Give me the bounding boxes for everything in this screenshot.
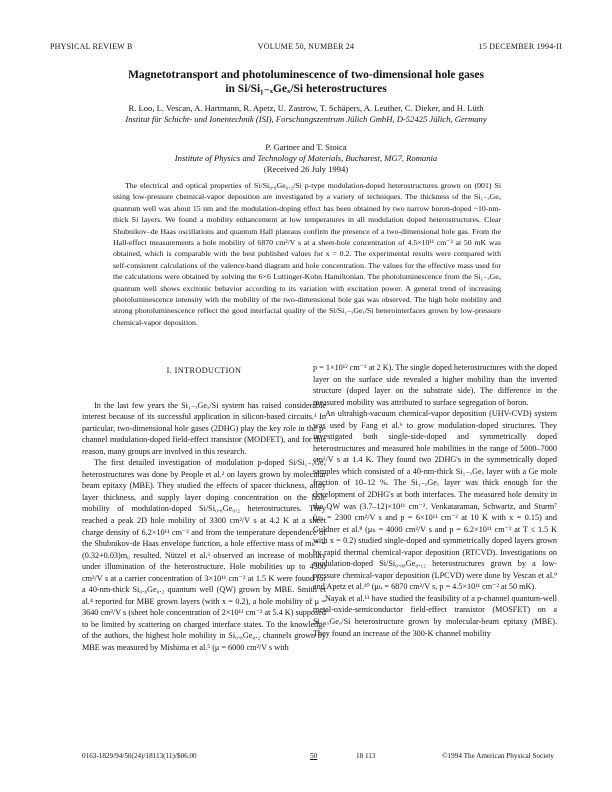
intro-paragraph-1: In the last few years the Si₁₋ₓGeₓ/Si system has raised considerable interest because of its successful application in silicon-based circuits.¹ In particular, two-dimensional hole gases (2DHG) play the key role in the p-channel modulation-doped field-effect transistor (MODFET), and for this reason, many groups are involved in this research. bbox=[82, 400, 326, 456]
journal-name: PHYSICAL REVIEW B bbox=[50, 42, 133, 51]
footer-volume: 50 bbox=[310, 752, 318, 760]
title-line-2: in Si/Si₁₋ₓGeₓ/Si heterostructures bbox=[225, 83, 387, 95]
affiliation-1: Institut für Schicht- und Ionentechnik (ISI), Forschungszentrum Jülich GmbH, D-52425 Jülich, Germany bbox=[125, 114, 487, 124]
issue-date: 15 DECEMBER 1994-II bbox=[478, 42, 562, 51]
right-column bbox=[313, 362, 557, 639]
page-number: 18 113 bbox=[356, 752, 376, 760]
volume-number: VOLUME 50, NUMBER 24 bbox=[257, 42, 355, 51]
intro-paragraph-2: The first detailed investigation of modulation p-doped Si/Si₁₋ₓGeₓ heterostructures was done by People et al.² on layers grown by molecular beam epitaxy (MBE). They studied the effects of spacer thickness, alloy layer thickness, and supply layer doping concentration on the hole mobility of modulation-doped Si/Si₀.₈Ge₀.₂ heterostructures. They reached a peak 2D hole mobility of 3300 cm²/V s at 4.2 K at a sheet charge density of 6.2×10¹¹ cm⁻² and from the temperature dependence of the Shubnikov-de Haas envelope function, a hole effective mass of mₕ* = (0.32+0.03)m₀ resulted. Nützel et al.³ observed an increase of mobility under illumination of the heterostructure. Hole mobilities up to 4300 cm²/V s at a carrier concentration of 3×10¹¹ cm⁻² at 1.5 K were found for a 40-nm-thick Si₀.₈Ge₀.₂ quantum well (QW) grown by MBE. Smith et al.⁴ reported for MBE grown layers (with x = 0.2), a hole mobility of μ = 3640 cm²/V s (sheet hole concentration of 2×10¹¹ cm⁻² at 5.4 K) supposed to be limited by scattering on charged interface states. To the knowledge of the authors, the highest hole mobility in Si₀.₈Ge₀.₂ channels grown by MBE was measured by Mishima et al.⁵ (μ = 6000 cm²/V s with bbox=[82, 458, 326, 653]
intro-paragraph-4: An ultrahigh-vacuum chemical-vapor deposition (UHV-CVD) system was used by Fang et al.⁶ to grow modulation-doped structures. They investigated both single-side-doped and symmetrically doped heterostructures and measured hole mobilities in the range of 5000–7000 cm²/V s at 1.4 K. They found two 2DHG's in the symmetrically doped samples which consisted of a 40-nm-thick Si₁₋ₓGeₓ layer with a Ge mole fraction of 10–12 %. The Si₁₋ₓGeₓ layer was thick enough for the development of 2DHG's at both interfaces. The measured hole density in the QW was (3.7–12)×10¹¹ cm⁻². Venkataraman, Schwartz, and Sturm⁷ (μₕ = 2300 cm²/V s and p = 6×10¹¹ cm⁻² at 10 K with x = 0.15) and Guldner et al.⁸ (μₕ = 4000 cm²/V s and p = 6.2×10¹¹ cm⁻² at T ≤ 1.5 K with x = 0.2) studied single-doped and symmetrically doped layers grown by rapid thermal chemical-vapor deposition (RTCVD). Investigations on modulation-doped Si/Si₀.₈₈Ge₀.₁₂ heterostructures grown by a low-pressure chemical-vapor deposition (LPCVD) were done by Vescan et al.⁹ and Apetz et al.¹⁰ (μₕ = 6870 cm²/V s, p = 4.5×10¹¹ cm⁻² at 50 mK). bbox=[313, 409, 557, 592]
intro-paragraph-5: Nayak et al.¹¹ have studied the feasibility of a p-channel quantum-well metal-oxide-semiconductor field-effect transistor (MOSFET) on a Si₁₋ₓGeₓ/Si heterostructure grown by molecular-beam epitaxy (MBE). They found an increase of the 300-K channel mobility bbox=[313, 593, 557, 638]
left-column bbox=[82, 362, 326, 654]
abstract-text: The electrical and optical properties of Si/Si₀.₈Ge₀.₂/Si p-type modulation-doped heterostructures grown on (001) Si using low-pressure chemical-vapor deposition are investigated by a variety of techniques. The thickness of the Si₁₋ₓGeₓ quantum well was about 15 nm and the modulation-doping effect has been obtained by two narrow boron-doped ~10-nm-thick Si layers. We found a mobility enhancement at low temperatures in all modulation doped heterostructures. Clear Shubnikov–de Haas oscillations and quantum Hall plateaus confirm the presence of a two-dimensional hole gas. From the Hall-effect measurements a hole mobility of 6870 cm²/V s at a sheet-hole concentration of 4.5×10¹¹ cm⁻² at 50 mK was obtained, which is comparable with the best published values for x = 0.2. The experimental results were compared with self-consistent calculations of the valence-band diagram and hole concentration. The values for the effective mass used for the calculations were obtained by solving the 6×6 Luttinger-Kohn Hamiltonian. The photoluminescence from the Si₁₋ₓGeₓ quantum well shows excitonic behavior according to its variation with excitation power. A general trend of increasing photoluminescence intensity with the mobility of the two-dimensional hole gas was observed. The high hole mobility and strong photoluminescence reflect the good interfacial quality of the Si/Si₁₋ₓGeₓ/Si heterointerfaces grown by low-pressure chemical-vapor deposition. bbox=[113, 181, 501, 327]
article-code: 0163-1829/94/50(24)/18113(11)/$06.00 bbox=[82, 752, 197, 760]
paper-title bbox=[60, 68, 552, 96]
section-heading: I. INTRODUCTION bbox=[166, 366, 242, 375]
title-line-1: Magnetotransport and photoluminescence of two-dimensional hole gases bbox=[128, 69, 484, 81]
affiliation-2: Institute of Physics and Technology of Materials, Bucharest, MG7, Romania bbox=[174, 153, 438, 163]
intro-paragraph-3: p = 1×10¹² cm⁻² at 2 K). The single doped heterostructures with the doped layer on the surface side revealed a higher mobility than the inverted structure (doped layer on the substrate side). The difference in the measured mobility was attributed to surface segregation of boron. bbox=[313, 363, 557, 407]
author-block-2 bbox=[60, 142, 552, 175]
author-list-1: R. Loo, L. Vescan, A. Hartmann, R. Apetz, U. Zastrow, T. Schäpers, A. Leuther, C. Dieker, and H. Lüth bbox=[128, 103, 484, 113]
received-date: (Received 26 July 1994) bbox=[263, 164, 349, 174]
author-block-1 bbox=[60, 103, 552, 125]
running-header bbox=[50, 42, 562, 54]
page-footer bbox=[82, 752, 554, 764]
author-list-2: P. Gartner and T. Stoica bbox=[265, 142, 347, 152]
copyright-notice: ©1994 The American Physical Society bbox=[442, 752, 554, 760]
abstract bbox=[113, 180, 501, 328]
